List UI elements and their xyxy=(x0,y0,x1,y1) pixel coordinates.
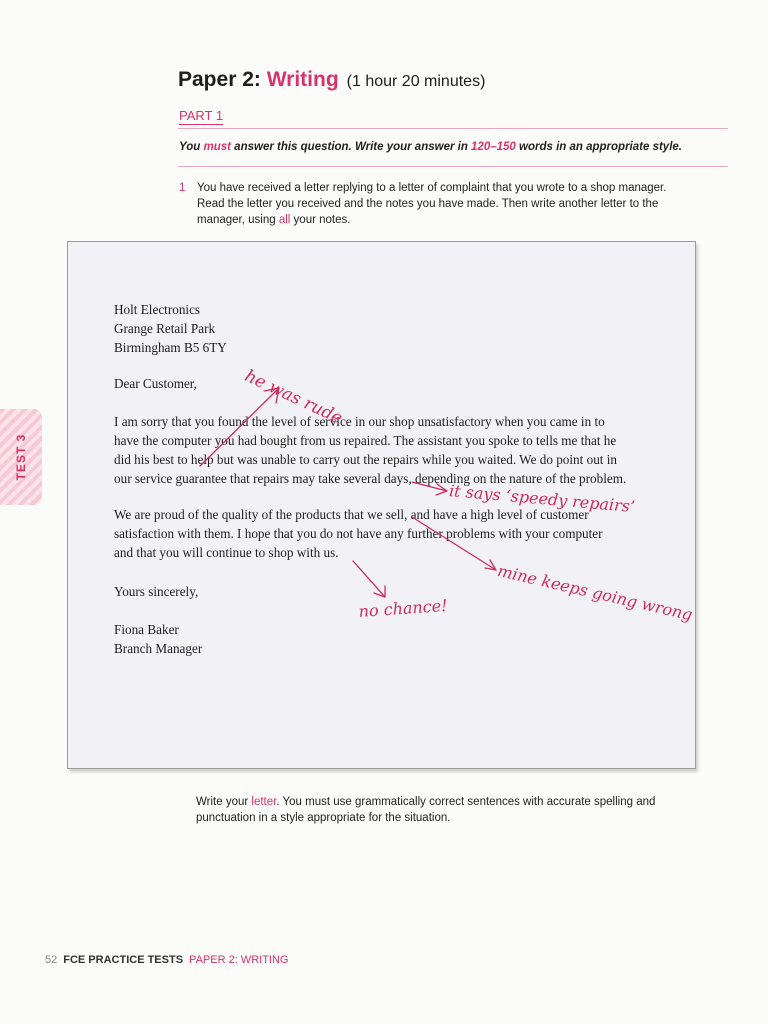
page-title xyxy=(178,68,485,92)
question-line-2: Read the letter you received and the notes you have made. Then write another letter to the xyxy=(197,198,659,210)
annotation-speedy: it says ‘speedy repairs’ xyxy=(448,481,636,517)
para1-line-1: I am sorry that you found the level of service in our shop unsatisfactory when you came in to xyxy=(114,414,605,429)
signature-title: Branch Manager xyxy=(114,641,203,656)
question-1 xyxy=(179,180,739,228)
annotation-rude: he was rude xyxy=(241,366,346,429)
duration-label: (1 hour 20 minutes) xyxy=(346,73,486,90)
instruction-must: must xyxy=(203,141,231,153)
address-line-1: Holt Electronics xyxy=(114,302,201,317)
para1-line-3: did his best to help but was unable to carry out the repairs while you waited. We do point out in xyxy=(114,452,618,467)
book-title: FCE PRACTICE TESTS xyxy=(63,954,184,966)
para1-line-4: our service guarantee that repairs may take several days, depending on the nature of the problem. xyxy=(114,471,627,486)
page-number: 52 xyxy=(45,954,58,966)
signature-name: Fiona Baker xyxy=(114,622,179,637)
address-line-2: Grange Retail Park xyxy=(114,321,216,336)
para2-line-2: satisfaction with them. I hope that you do not have any further problems with your computer xyxy=(114,526,603,541)
question-line-3: manager, using all your notes. xyxy=(197,214,351,226)
address-line-3: Birmingham B5 6TY xyxy=(114,340,227,355)
question-number: 1 xyxy=(179,182,186,194)
question-line-1: You have received a letter replying to a letter of complaint that you wrote to a shop manager. xyxy=(197,182,667,194)
salutation: Dear Customer, xyxy=(114,376,197,391)
annotation-wrong: mine keeps going wrong xyxy=(495,561,695,625)
page-footer xyxy=(45,954,288,966)
task-instruction: Write your letter. You must use grammatically correct sentences with accurate spelling and punctuation in a style appropriate for the situation. xyxy=(196,796,656,824)
divider-instruction xyxy=(178,166,728,167)
writing-label: Writing xyxy=(266,68,339,91)
closing: Yours sincerely, xyxy=(114,584,199,599)
test-side-tab xyxy=(0,409,42,505)
instruction-line: You must answer this question. Write your answer in 120–150 words in an appropriate style. xyxy=(179,141,682,153)
para2-line-1: We are proud of the quality of the products that we sell, and have a high level of customer xyxy=(114,507,589,522)
para2-line-3: and that you will continue to shop with us. xyxy=(114,545,339,560)
section-label: PAPER 2: WRITING xyxy=(189,954,289,966)
task-letter-word: letter xyxy=(251,796,277,808)
para1-line-2: have the computer you had bought from us repaired. The assistant you spoke to tells me that he xyxy=(114,433,617,448)
divider-top xyxy=(178,128,728,129)
side-tab-label: TEST 3 xyxy=(14,433,28,481)
part-heading: PART 1 xyxy=(179,108,224,123)
paper-label: Paper 2: xyxy=(178,68,261,91)
question-all: all xyxy=(278,214,291,226)
annotation-chance: no chance! xyxy=(358,595,449,621)
instruction-word-range: 120–150 xyxy=(471,141,516,153)
